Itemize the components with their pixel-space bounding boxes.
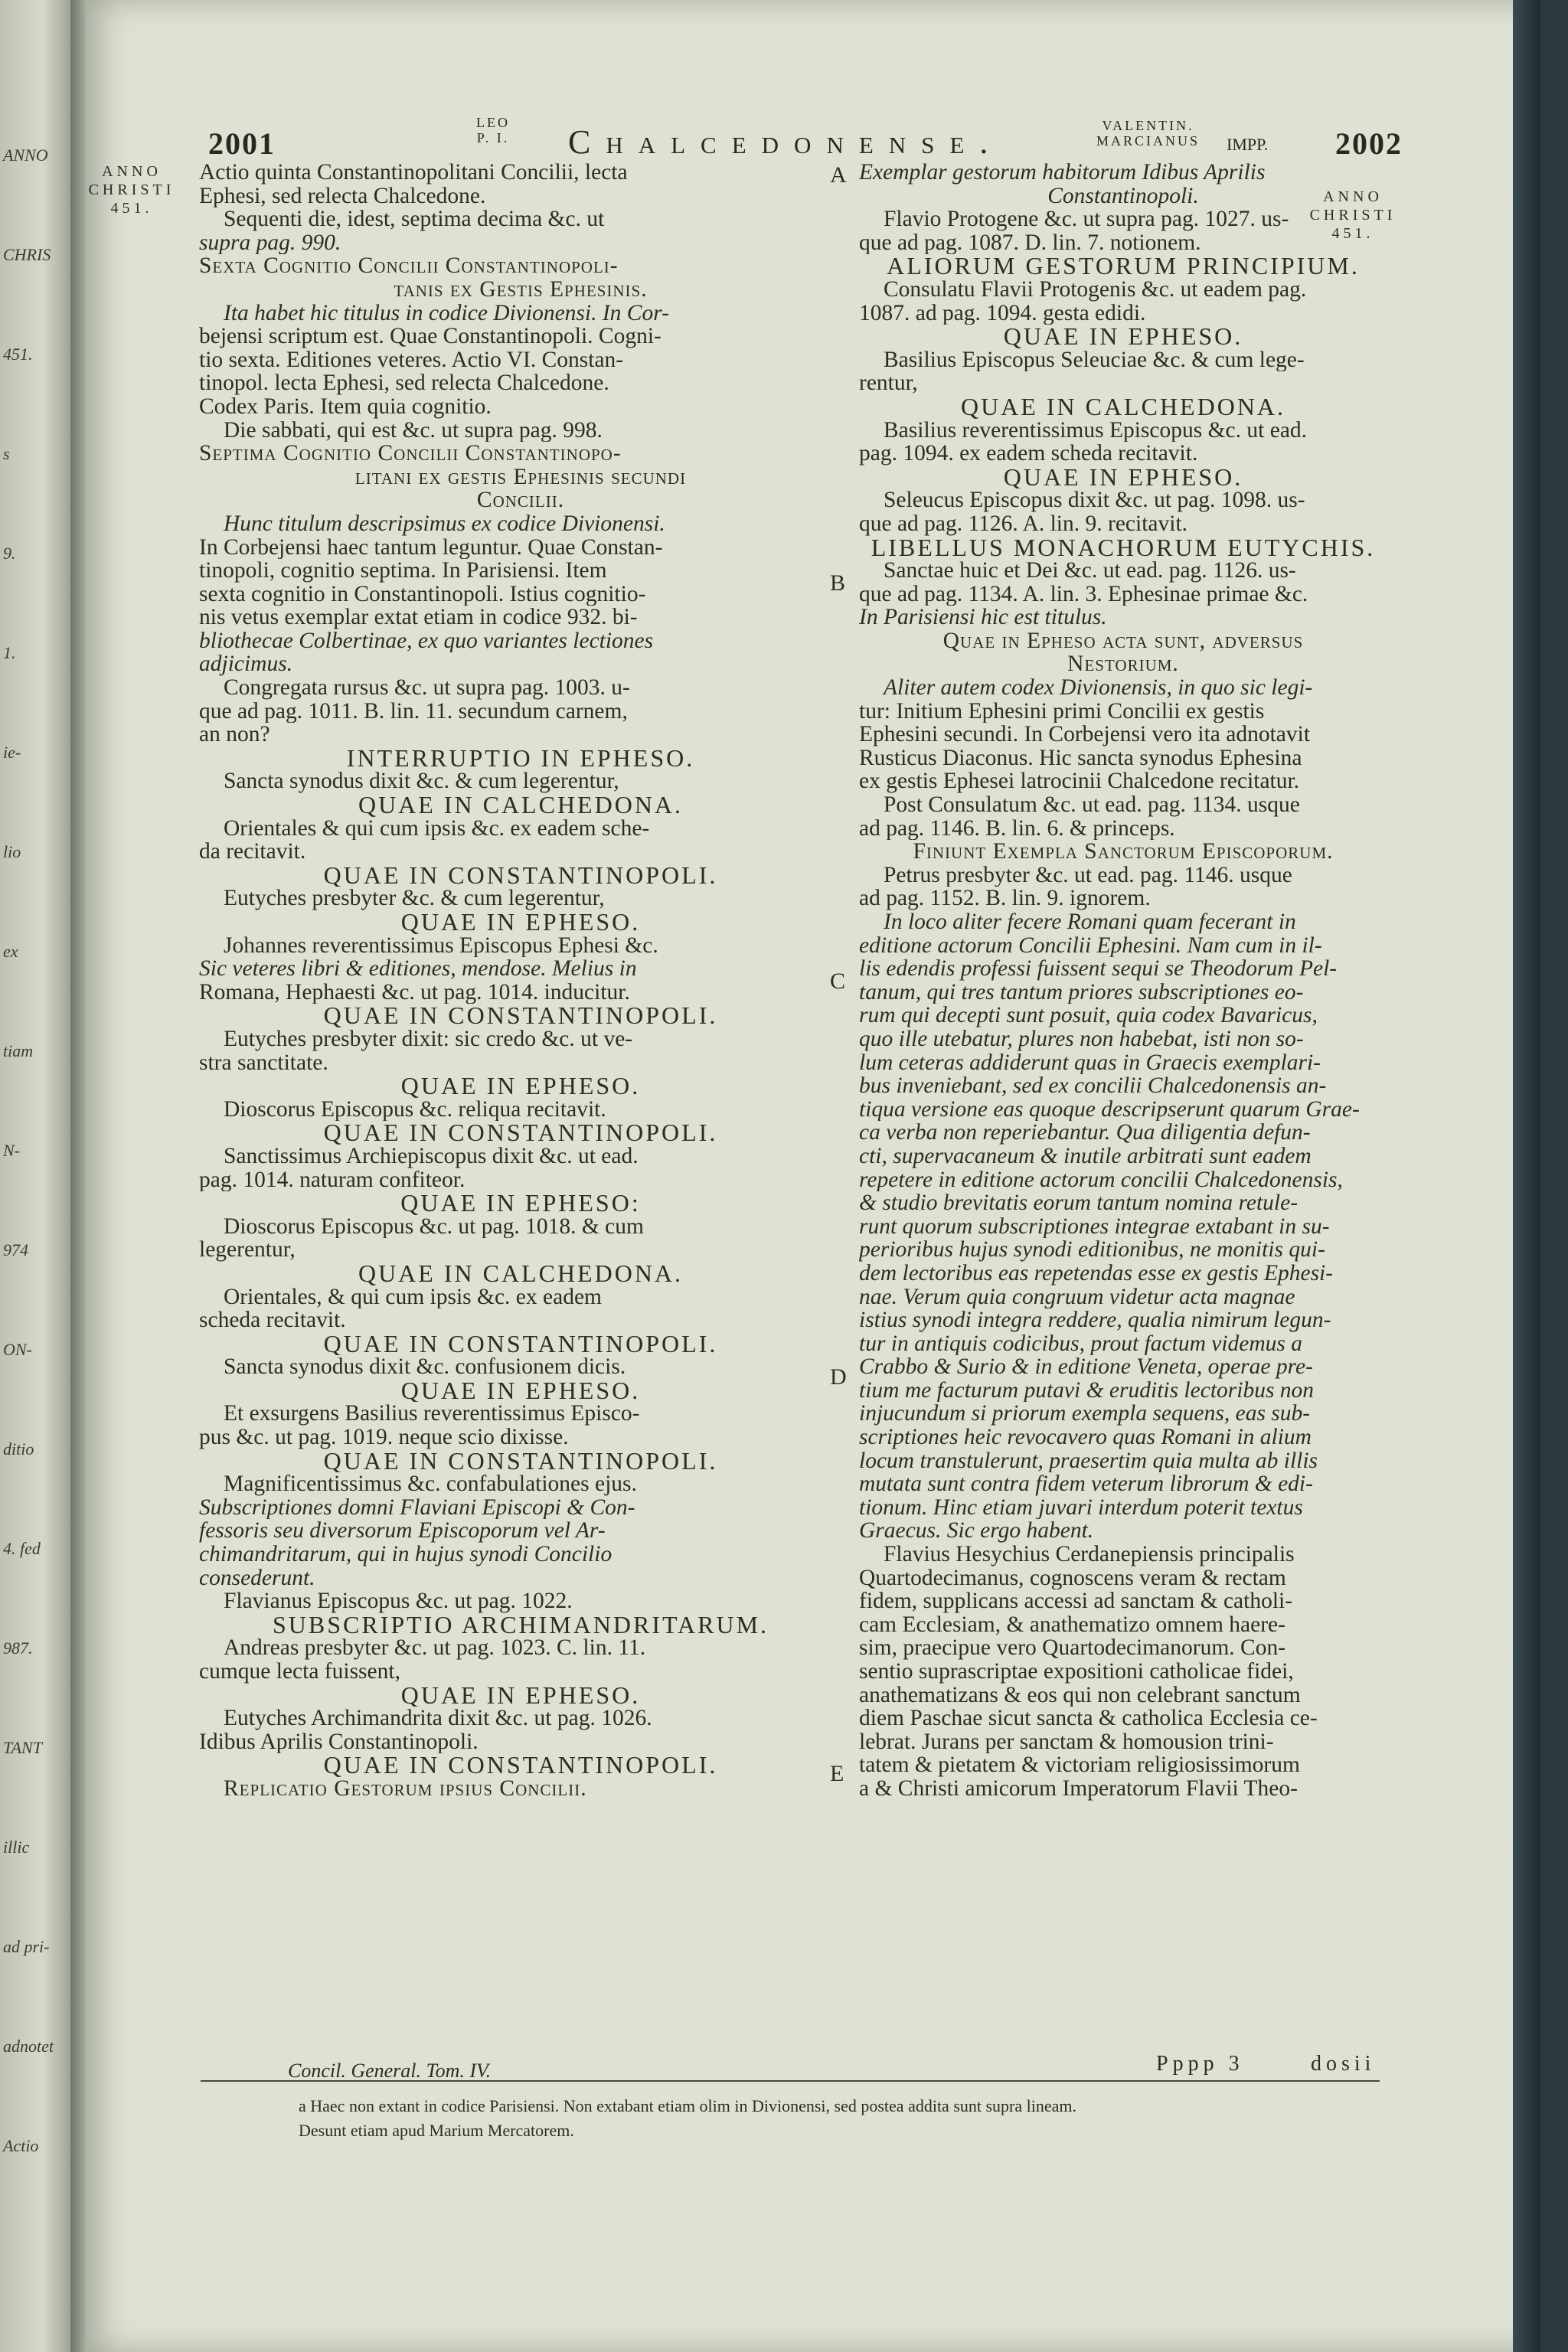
left-column-line: Romana, Hephaesti &c. ut pag. 1014. inducitur. (199, 980, 630, 1004)
previous-page-fragment: ANNO (3, 145, 48, 165)
left-column-line: Hunc titulum descripsimus ex codice Divionensi. (224, 511, 665, 536)
left-column-line: Sancta synodus dixit &c. confusionem dicis. (224, 1355, 626, 1379)
previous-page-fragment: adnotet (3, 2037, 54, 2056)
left-column-line: da recitavit. (199, 840, 306, 864)
left-column-line: SUBSCRIPTIO ARCHIMANDRITARUM. (272, 1612, 769, 1637)
left-column-line: Ephesi, sed relecta Chalcedone. (199, 184, 486, 208)
running-header (208, 115, 1403, 164)
left-column-line: QUAE IN EPHESO. (400, 1378, 641, 1403)
left-column-line: QUAE IN CALCHEDONA. (358, 1261, 684, 1285)
right-column-line: que ad pag. 1134. A. lin. 3. Ephesinae primae &c. (859, 582, 1308, 606)
page-title: Chalcedonense. (568, 123, 1004, 161)
right-column-line: tionum. Hinc etiam juvari interdum poterit textus (859, 1495, 1303, 1520)
right-column-line: tium me facturum putavi & eruditis lectoribus non (859, 1378, 1315, 1403)
left-column-line: pus &c. ut pag. 1019. neque scio dixisse. (199, 1426, 569, 1449)
left-column-line: sexta cognitio in Constantinopoli. Istius cognitio- (199, 582, 646, 606)
right-column-line: Sanctae huic et Dei &c. ut ead. pag. 1126. us- (884, 559, 1296, 583)
left-column-line: Sic veteres libri & editiones, mendose. Melius in (199, 957, 637, 981)
right-column-line: Consulatu Flavii Protogenis &c. ut eadem pag. (884, 277, 1307, 302)
previous-page-fragment: 974 (3, 1240, 28, 1259)
left-column-line: Andreas presbyter &c. ut pag. 1023. C. lin. 11. (224, 1636, 646, 1660)
right-column-line: tur: Initium Ephesini primi Concilii ex gestis (859, 699, 1265, 724)
left-column-line: fessoris seu diversorum Episcoporum vel Ar- (199, 1519, 606, 1544)
left-column-line: Sexta Cognitio Concilii Constantinopoli- (199, 254, 619, 278)
left-column-line: Septima Cognitio Concilii Constantinopo- (199, 442, 622, 466)
previous-page-fragment: ie- (3, 743, 21, 762)
right-column-line: Seleucus Episcopus dixit &c. ut pag. 1098. us- (884, 488, 1305, 512)
right-column-line: Finiunt Exempla Sanctorum Episcoporum. (913, 840, 1334, 864)
left-column-line: Sequenti die, idest, septima decima &c. ut (224, 207, 605, 231)
section-letter-e: E (830, 1761, 844, 1786)
left-column-line: Johannes reverentissimus Episcopus Ephesi &c. (224, 933, 658, 958)
right-column-line: Basilius Episcopus Seleuciae &c. & cum lege- (884, 348, 1305, 372)
left-column-line: tinopol. lecta Ephesi, sed relecta Chalcedone. (199, 371, 609, 395)
right-column-line: lis edendis professi fuissent sequi se Theodorum Pel- (859, 957, 1338, 981)
margin-note-left: ANNO CHRISTI 451. (88, 163, 175, 217)
right-column-line: cam Ecclesiam, & anathematizo omnem haere- (859, 1612, 1285, 1637)
left-column-line: Dioscorus Episcopus &c. reliqua recitavit. (224, 1097, 606, 1122)
left-text-column (199, 161, 842, 1801)
left-column-line: In Corbejensi haec tantum leguntur. Quae Constan- (199, 535, 663, 560)
left-column-line: Eutyches presbyter dixit: sic credo &c. ut ve- (224, 1027, 633, 1051)
right-column-line: fidem, supplicans accessi ad sanctam & catholi- (859, 1589, 1293, 1613)
right-column-line: runt quorum subscriptiones integrae extabant in su- (859, 1214, 1330, 1239)
previous-page-fragment: s (3, 444, 10, 463)
left-column-line: Magnificentissimus &c. confabulationes ejus. (224, 1472, 637, 1496)
right-column-line: sentio suprascriptae expositioni catholicae fidei, (859, 1660, 1294, 1684)
left-column-line: bejensi scriptum est. Quae Constantinopoli. Cogni- (199, 325, 662, 348)
left-column-line: QUAE IN CONSTANTINOPOLI. (323, 1753, 718, 1777)
right-column-line: Graecus. Sic ergo habent. (859, 1519, 1094, 1544)
right-column-line: Crabbo & Surio & in editione Veneta, operae pre- (859, 1355, 1313, 1379)
left-column-line: adjicimus. (199, 652, 293, 677)
left-column-line: scheda recitavit. (199, 1308, 346, 1332)
left-column-line: Sanctissimus Archiepiscopus dixit &c. ut ead. (224, 1144, 639, 1168)
previous-page-edge (0, 0, 70, 2352)
left-column-line: QUAE IN CONSTANTINOPOLI. (323, 1121, 718, 1145)
right-column-line: ca verba non reperiebantur. Qua diligentia defun- (859, 1121, 1311, 1145)
right-column-line: Exemplar gestorum habitorum Idibus Aprilis (859, 161, 1266, 185)
previous-page-fragment: illic (3, 1838, 30, 1857)
header-right-small: VALENTIN. MARCIANUS (1096, 118, 1200, 149)
left-column-line: Flavianus Episcopus &c. ut pag. 1022. (224, 1589, 573, 1613)
left-column-line: QUAE IN EPHESO. (400, 1683, 641, 1707)
right-column-line: a & Christi amicorum Imperatorum Flavii Theo- (859, 1776, 1298, 1801)
section-letter-a: A (830, 162, 847, 188)
right-column-line: In loco aliter fecere Romani quam fecerant in (884, 910, 1296, 934)
right-column-line: QUAE IN EPHESO. (1003, 325, 1243, 348)
right-column-line: bus inveniebant, sed ex concilii Chalcedonensis an- (859, 1074, 1327, 1098)
left-column-line: Et exsurgens Basilius reverentissimus Episco- (224, 1402, 640, 1426)
previous-page-fragment: 451. (3, 345, 33, 364)
previous-page-fragment: Actio (3, 2136, 39, 2155)
previous-page-fragment: ad pri- (3, 1937, 50, 1956)
previous-page-fragment: ditio (3, 1439, 34, 1459)
right-column-line: istius synodi integra reddere, qualia nimirum legun- (859, 1308, 1331, 1332)
previous-page-fragment: 4. fed (3, 1539, 41, 1558)
previous-page-fragment: TANT (3, 1738, 42, 1757)
right-column-line: mutata sunt contra fidem veterum librorum & edi- (859, 1472, 1313, 1496)
right-column-line: Quae in Epheso acta sunt, adversus (942, 629, 1304, 653)
signature-mark: Pppp 3 (1156, 2052, 1244, 2076)
left-column-line: consederunt. (199, 1566, 315, 1590)
right-column-line: diem Paschae sicut sancta & catholica Ecclesia ce- (859, 1707, 1318, 1730)
right-column-line: que ad pag. 1087. D. lin. 7. notionem. (859, 230, 1201, 255)
left-column-line: Codex Paris. Item quia cognitio. (199, 394, 492, 419)
right-column-line: que ad pag. 1126. A. lin. 9. recitavit. (859, 511, 1188, 536)
left-page-number: 2001 (208, 126, 276, 161)
previous-page-fragment: N- (3, 1141, 20, 1160)
left-column-line: cumque lecta fuissent, (199, 1660, 400, 1684)
right-column-line: pag. 1094. ex eadem scheda recitavit. (859, 442, 1198, 466)
right-text-column (859, 161, 1387, 1801)
header-left-small: LEO P. I. (476, 115, 510, 145)
margin-note-right: ANNO CHRISTI 451. (1309, 188, 1396, 242)
left-column-line: Concilii. (476, 488, 565, 512)
footer-volume: Concil. General. Tom. IV. (288, 2060, 492, 2082)
right-column-line: & studio brevitatis eorum tantum nomina retule- (859, 1191, 1298, 1215)
right-column-line: tanum, qui tres tantum priores subscriptiones eo- (859, 980, 1304, 1004)
right-column-line: tiqua versione eas quoque descripserunt quarum Grae- (859, 1097, 1360, 1122)
left-column-line: pag. 1014. naturam confiteor. (199, 1168, 466, 1192)
catchword: dosii (1311, 2052, 1376, 2076)
left-column-line: que ad pag. 1011. B. lin. 11. secundum carnem, (199, 699, 628, 724)
left-column-line: QUAE IN CONSTANTINOPOLI. (323, 1004, 718, 1027)
previous-page-fragment: ON- (3, 1340, 32, 1359)
right-column-line: Quartodecimanus, cognoscens veram & rectam (859, 1566, 1286, 1590)
right-column-line: cti, supervacaneum & inutile arbitrati sunt eadem (859, 1144, 1312, 1168)
right-column-line: Aliter autem codex Divionensis, in quo sic legi- (884, 676, 1313, 700)
previous-page-fragment: 987. (3, 1638, 33, 1658)
previous-page-fragment: CHRIS (3, 245, 51, 264)
left-column-line: Actio quinta Constantinopolitani Concilii, lecta (199, 161, 628, 185)
left-column-line: Dioscorus Episcopus &c. ut pag. 1018. & cum (224, 1214, 644, 1239)
section-letter-d: D (830, 1364, 847, 1390)
left-column-line: Subscriptiones domni Flaviani Episcopi & Con- (199, 1495, 635, 1520)
right-column-line: ALIORUM GESTORUM PRINCIPIUM. (887, 254, 1360, 278)
right-column-line: Flavio Protogene &c. ut supra pag. 1027. us- (884, 207, 1289, 231)
right-column-line: 1087. ad pag. 1094. gesta edidi. (859, 301, 1146, 325)
left-column-line: tinopoli, cognitio septima. In Parisiensi. Item (199, 559, 607, 583)
left-column-line: QUAE IN CONSTANTINOPOLI. (323, 1449, 718, 1473)
left-column-line: Sancta synodus dixit &c. & cum legerentur, (224, 769, 619, 794)
left-column-line: INTERRUPTIO IN EPHESO. (346, 746, 695, 770)
footnote: a Haec non extant in codice Parisiensi. Non extabant etiam olim in Divionensi, sed postea addita sunt supra lineam. Desunt etiam apud Marium Mercatorem. (299, 2096, 1077, 2140)
left-column-line: Orientales, & qui cum ipsis &c. ex eadem (224, 1285, 602, 1309)
right-column-line: Constantinopoli. (1047, 184, 1199, 208)
left-column-line: bliothecae Colbertinae, ex quo variantes lectiones (199, 629, 654, 653)
left-column-line: Idibus Aprilis Constantinopoli. (199, 1730, 479, 1754)
right-column-line: injucundum si priorum exempla sequens, eas sub- (859, 1402, 1311, 1426)
previous-page-fragment: tiam (3, 1041, 34, 1060)
right-column-line: lebrat. Jurans per sanctam & homousion trini- (859, 1730, 1274, 1754)
previous-page-fragment: 9. (3, 544, 16, 563)
right-column-line: LIBELLUS MONACHORUM EUTYCHIS. (871, 535, 1376, 560)
left-column-line: Congregata rursus &c. ut supra pag. 1003. u- (224, 676, 630, 700)
left-column-line: Ita habet hic titulus in codice Divionensi. In Cor- (224, 301, 669, 325)
section-letter-b: B (830, 570, 846, 596)
right-column-line: locum transtulerunt, praesertim quia multa ab illis (859, 1449, 1318, 1473)
previous-page-fragment: lio (3, 842, 21, 861)
left-column-line: QUAE IN EPHESO: (400, 1191, 641, 1215)
right-column-line: nae. Verum quia congruum videtur acta magnae (859, 1285, 1295, 1309)
left-column-line: QUAE IN EPHESO. (400, 1074, 641, 1098)
right-column-line: In Parisiensi hic est titulus. (859, 606, 1107, 629)
left-column-line: Die sabbati, qui est &c. ut supra pag. 998. (224, 418, 603, 443)
right-column-line: Petrus presbyter &c. ut ead. pag. 1146. usque (884, 863, 1292, 887)
left-column-line: Eutyches Archimandrita dixit &c. ut pag. 1026. (224, 1707, 652, 1730)
right-column-line: Basilius reverentissimus Episcopus &c. ut ead. (884, 418, 1308, 443)
left-column-line: tanis ex Gestis Ephesinis. (394, 277, 648, 302)
right-column-line: Nestorium. (1067, 652, 1179, 677)
right-column-line: sim, praecipue vero Quartodecimanorum. Con- (859, 1636, 1286, 1660)
footnote-rule (201, 2080, 1380, 2082)
right-column-line: repetere in editione actorum concilii Chalcedonensis, (859, 1168, 1343, 1192)
right-column-line: lum ceteras addiderunt quas in Graecis exemplari- (859, 1050, 1321, 1075)
background-edge (1513, 0, 1540, 2352)
book-page (86, 0, 1540, 2352)
header-impp: IMPP. (1227, 135, 1269, 154)
previous-page-fragment: ex (3, 942, 18, 961)
right-column-line: rum qui decepti sunt posuit, quia codex Bavaricus, (859, 1004, 1318, 1027)
right-column-line: ad pag. 1146. B. lin. 6. & princeps. (859, 816, 1175, 841)
left-column-line: Orientales & qui cum ipsis &c. ex eadem sche- (224, 816, 650, 841)
right-column-line: tur in antiquis codicibus, prout factum videmus a (859, 1331, 1303, 1356)
left-column-line: legerentur, (199, 1238, 296, 1262)
left-column-line: Replicatio Gestorum ipsius Concilii. (224, 1776, 587, 1801)
previous-page-fragment: 1. (3, 643, 16, 662)
left-column-line: QUAE IN CONSTANTINOPOLI. (323, 1331, 718, 1356)
left-column-line: QUAE IN CONSTANTINOPOLI. (323, 863, 718, 887)
right-column-line: Post Consulatum &c. ut ead. pag. 1134. usque (884, 793, 1300, 817)
right-column-line: perioribus hujus synodi editionibus, ne monitis qui- (859, 1238, 1325, 1262)
left-column-line: tio sexta. Editiones veteres. Actio VI. Constan- (199, 348, 624, 372)
right-column-line: ex gestis Ephesei latrocinii Chalcedone recitatur. (859, 769, 1300, 794)
book-gutter (70, 0, 86, 2352)
right-column-line: ad pag. 1152. B. lin. 9. ignorem. (859, 887, 1151, 910)
right-column-line: quo ille utebatur, plures non habebat, isti non so- (859, 1027, 1304, 1051)
right-column-line: anathematizans & eos qui non celebrant sanctum (859, 1683, 1301, 1707)
right-column-line: rentur, (859, 371, 918, 395)
left-column-line: litani ex gestis Ephesinis secundi (354, 465, 687, 489)
right-column-line: Ephesini secundi. In Corbejensi vero ita adnotavit (859, 723, 1311, 746)
right-column-line: editione actorum Concilii Ephesini. Nam cum in il- (859, 933, 1322, 958)
right-column-line: scriptiones heic revocavero quas Romani in alium (859, 1426, 1312, 1449)
right-column-line: tatem & pietatem & victoriam religiosissimorum (859, 1753, 1300, 1777)
right-column-line: dem lectoribus eas repetendas esse ex gestis Ephesi- (859, 1261, 1334, 1285)
right-column-line: QUAE IN CALCHEDONA. (960, 394, 1286, 419)
left-column-line: Eutyches presbyter &c. & cum legerentur, (224, 887, 605, 910)
left-column-line: QUAE IN CALCHEDONA. (358, 793, 684, 817)
right-column-line: Rusticus Diaconus. Hic sancta synodus Ephesina (859, 746, 1302, 770)
left-column-line: nis vetus exemplar extat etiam in codice 932. bi- (199, 606, 638, 629)
left-column-line: an non? (199, 723, 270, 746)
right-column-line: QUAE IN EPHESO. (1003, 465, 1243, 489)
right-column-line: Flavius Hesychius Cerdanepiensis principalis (884, 1543, 1295, 1566)
section-letter-c: C (830, 969, 846, 994)
left-column-line: supra pag. 990. (199, 230, 341, 255)
left-column-line: QUAE IN EPHESO. (400, 910, 641, 934)
left-column-line: stra sanctitate. (199, 1050, 328, 1075)
left-column-line: chimandritarum, qui in hujus synodi Concilio (199, 1543, 612, 1566)
right-page-number: 2002 (1335, 126, 1403, 161)
